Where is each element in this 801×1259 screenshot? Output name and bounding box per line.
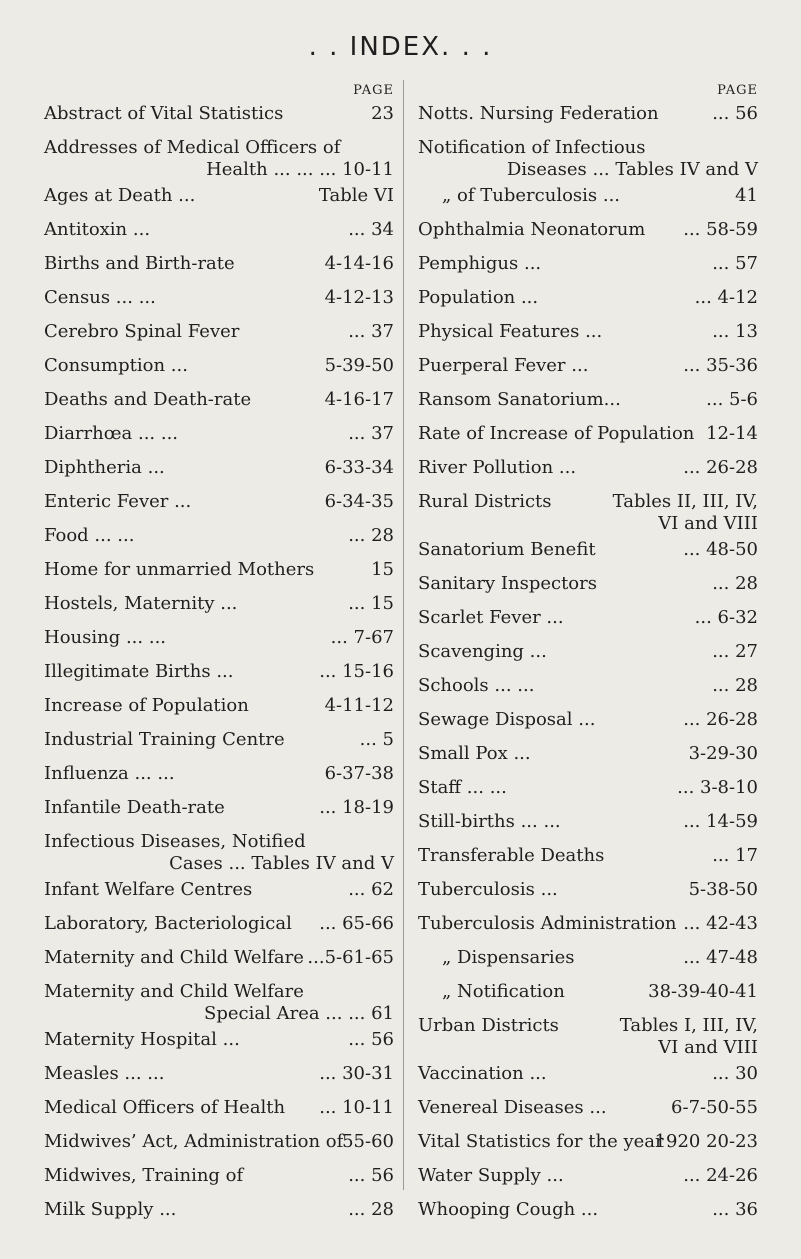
index-entry-name: Sewage Disposal ... [418, 709, 596, 730]
index-entry [418, 776, 758, 810]
index-entry-continuation: Diseases ... Tables IV and V [506, 159, 758, 180]
index-entry-name: Notification of Infectious [418, 137, 646, 158]
index-entry-page-ref: ... 17 [712, 845, 758, 866]
index-entry [418, 572, 758, 606]
index-entry-page-ref: 6-33-34 [324, 457, 394, 478]
index-entry-name: Ages at Death ... [44, 185, 196, 206]
page-column-header: PAGE [717, 83, 758, 98]
index-entry-name: Antitoxin ... [44, 219, 151, 240]
index-entry-page-ref: ... 62 [348, 879, 394, 900]
index-entry-page-ref: ... 58-59 [683, 219, 758, 240]
index-entry [44, 136, 394, 184]
index-entry-name: Addresses of Medical Officers of [44, 137, 341, 158]
index-entry-page-ref: ... 48-50 [683, 539, 758, 560]
index-entry-name: Medical Officers of Health [44, 1097, 286, 1118]
index-entry-name: Physical Features ... [418, 321, 603, 342]
index-entry-continuation: VI and VIII [658, 1037, 758, 1058]
index-entry [44, 102, 394, 136]
index-entry-name: Tuberculosis Administration [418, 913, 677, 934]
index-entry-page-ref: ... 3-8-10 [677, 777, 758, 798]
index-entry [44, 354, 394, 388]
index-entry [418, 218, 758, 252]
index-entry [44, 980, 394, 1028]
index-entry-page-ref: 4-11-12 [324, 695, 394, 716]
index-entry [44, 422, 394, 456]
index-entry-page-ref: ... 5-6 [706, 389, 758, 410]
index-entry-page-ref: ... 10-11 [319, 1097, 394, 1118]
index-entry-page-ref: ... 6-32 [694, 607, 758, 628]
index-entry [44, 490, 394, 524]
index-entry [418, 538, 758, 572]
index-entry-name: Laboratory, Bacteriological [44, 913, 292, 934]
index-entry-name: Ophthalmia Neonatorum [418, 219, 646, 240]
index-entry-name: Enteric Fever ... [44, 491, 192, 512]
index-entry [44, 796, 394, 830]
left-column [44, 80, 394, 1232]
left-index-list [44, 102, 394, 1232]
index-entry-page-ref: ... 65-66 [319, 913, 394, 934]
index-entry [418, 1198, 758, 1232]
index-entry [418, 490, 758, 538]
index-entry [418, 252, 758, 286]
page-column-header: PAGE [353, 83, 394, 98]
right-index-list [418, 102, 758, 1232]
index-entry-name: Transferable Deaths [418, 845, 605, 866]
index-entry-name: Diphtheria ... [44, 457, 165, 478]
index-entry-name: Urban Districts [418, 1015, 559, 1036]
index-entry-page-ref: 38-39-40-41 [648, 981, 758, 1002]
index-entry [44, 878, 394, 912]
index-entry [44, 1164, 394, 1198]
index-entry-name: Influenza ... ... [44, 763, 175, 784]
index-entry [418, 674, 758, 708]
right-column [418, 80, 758, 1232]
index-entry-page-ref: ... 15 [348, 593, 394, 614]
index-entry [44, 286, 394, 320]
index-entry-name: Illegitimate Births ... [44, 661, 234, 682]
index-entry-page-ref: ... 28 [348, 1199, 394, 1220]
index-entry [44, 456, 394, 490]
index-entry-name: Still-births ... ... [418, 811, 561, 832]
index-entry [44, 946, 394, 980]
index-entry-name: Vital Statistics for the year [418, 1131, 664, 1152]
index-entry-name: Rate of Increase of Population [418, 423, 695, 444]
index-entry [44, 1062, 394, 1096]
index-entry-name: Rural Districts [418, 491, 552, 512]
index-entry [418, 422, 758, 456]
index-entry-name: Milk Supply ... [44, 1199, 177, 1220]
index-entry-page-ref: 5-38-50 [688, 879, 758, 900]
index-entry-page-ref: 3-29-30 [688, 743, 758, 764]
index-entry-name: Staff ... ... [418, 777, 507, 798]
index-entry-name: Home for unmarried Mothers [44, 559, 315, 580]
index-entry [418, 354, 758, 388]
index-entry [44, 1096, 394, 1130]
index-entry-page-ref: ... 37 [348, 423, 394, 444]
index-entry-name: Vaccination ... [418, 1063, 547, 1084]
index-entry-page-ref: 12-14 [706, 423, 758, 444]
index-entry [418, 136, 758, 184]
index-entry [44, 762, 394, 796]
index-entry-name: Hostels, Maternity ... [44, 593, 238, 614]
index-entry-continuation: Special Area ... ... 61 [204, 1003, 394, 1024]
index-entry-name: „ of Tuberculosis ... [442, 185, 621, 206]
index-entry-page-ref: ... 5 [359, 729, 394, 750]
index-entry-page-ref: ...5-61-65 [307, 947, 394, 968]
index-entry-name: Sanatorium Benefit [418, 539, 596, 560]
index-entry-page-ref: ... 4-12 [694, 287, 758, 308]
index-entry-name: Infantile Death-rate [44, 797, 225, 818]
index-entry [44, 524, 394, 558]
index-entry-name: Scarlet Fever ... [418, 607, 564, 628]
index-entry [44, 252, 394, 286]
index-entry [418, 1130, 758, 1164]
index-entry-page-ref: ... 57 [712, 253, 758, 274]
index-entry [44, 660, 394, 694]
index-entry-name: Venereal Diseases ... [418, 1097, 607, 1118]
index-entry-name: Maternity and Child Welfare [44, 947, 304, 968]
index-entry [44, 1198, 394, 1232]
index-entry [418, 1014, 758, 1062]
index-entry-name: Puerperal Fever ... [418, 355, 589, 376]
index-entry-page-ref: 23 [371, 103, 394, 124]
index-entry-page-ref: ... 28 [348, 525, 394, 546]
index-entry-name: Cerebro Spinal Fever [44, 321, 240, 342]
index-entry-name: Measles ... ... [44, 1063, 165, 1084]
index-entry-name: Housing ... ... [44, 627, 167, 648]
index-entry-page-ref: ... 35-36 [683, 355, 758, 376]
index-entry-name: Schools ... ... [418, 675, 535, 696]
index-entry [418, 742, 758, 776]
index-entry [418, 184, 758, 218]
index-entry-name: Sanitary Inspectors [418, 573, 597, 594]
index-entry-page-ref: 1920 20-23 [654, 1131, 758, 1152]
index-entry-name: Census ... ... [44, 287, 156, 308]
index-entry-name: Ransom Sanatorium... [418, 389, 621, 410]
index-entry [418, 912, 758, 946]
index-entry [418, 640, 758, 674]
index-entry-page-ref: 4-14-16 [324, 253, 394, 274]
column-divider [403, 80, 404, 1190]
index-entry-name: Infectious Diseases, Notified [44, 831, 306, 852]
index-entry-name: Maternity and Child Welfare [44, 981, 304, 1002]
index-entry-name: „ Dispensaries [442, 947, 575, 968]
index-entry [418, 456, 758, 490]
index-entry [44, 218, 394, 252]
index-entry [418, 946, 758, 980]
index-entry-page-ref: ... 13 [712, 321, 758, 342]
index-entry [418, 286, 758, 320]
index-entry-page-ref: Tables I, III, IV, [619, 1015, 758, 1036]
index-entry-page-ref: ... 56 [348, 1029, 394, 1050]
index-entry-name: Industrial Training Centre [44, 729, 285, 750]
index-entry-name: Consumption ... [44, 355, 188, 376]
index-title: . . INDEX. . . [308, 32, 493, 62]
index-entry-page-ref: 15 [371, 559, 394, 580]
index-entry [44, 558, 394, 592]
index-entry-name: Notts. Nursing Federation [418, 103, 659, 124]
index-entry-continuation: VI and VIII [658, 513, 758, 534]
index-entry-page-ref: ... 56 [712, 103, 758, 124]
index-entry-page-ref: ... 30 [712, 1063, 758, 1084]
index-entry-name: Water Supply ... [418, 1165, 564, 1186]
index-entry-name: Tuberculosis ... [418, 879, 558, 900]
index-entry-page-ref: 55-60 [342, 1131, 394, 1152]
index-entry-continuation: Cases ... Tables IV and V [169, 853, 394, 874]
index-entry-page-ref: Tables II, III, IV, [612, 491, 758, 512]
index-entry-name: Midwives, Training of [44, 1165, 244, 1186]
index-entry-page-ref: ... 56 [348, 1165, 394, 1186]
index-entry-page-ref: ... 14-59 [683, 811, 758, 832]
index-entry-name: Diarrhœa ... ... [44, 423, 179, 444]
index-entry [44, 320, 394, 354]
index-entry-page-ref: 5-39-50 [324, 355, 394, 376]
index-entry [44, 912, 394, 946]
index-entry [418, 102, 758, 136]
index-entry [418, 810, 758, 844]
index-entry-name: Pemphigus ... [418, 253, 542, 274]
index-entry-name: Maternity Hospital ... [44, 1029, 240, 1050]
index-entry [44, 728, 394, 762]
index-entry-name: River Pollution ... [418, 457, 577, 478]
index-entry-page-ref: ... 42-43 [683, 913, 758, 934]
index-entry-page-ref: ... 27 [712, 641, 758, 662]
index-entry [418, 878, 758, 912]
index-entry [44, 1130, 394, 1164]
index-entry-page-ref: ... 30-31 [319, 1063, 394, 1084]
index-entry [418, 844, 758, 878]
index-entry-page-ref: 6-34-35 [324, 491, 394, 512]
index-entry-name: Food ... ... [44, 525, 135, 546]
index-entry-page-ref: ... 24-26 [683, 1165, 758, 1186]
index-entry [418, 708, 758, 742]
index-entry [44, 388, 394, 422]
index-entry-name: Population ... [418, 287, 539, 308]
index-entry-name: Abstract of Vital Statistics [44, 103, 284, 124]
index-entry-page-ref: 4-12-13 [324, 287, 394, 308]
index-entry [44, 184, 394, 218]
index-entry-page-ref: ... 36 [712, 1199, 758, 1220]
index-entry-page-ref: ... 28 [712, 573, 758, 594]
index-entry-name: Births and Birth-rate [44, 253, 235, 274]
index-entry-page-ref: ... 15-16 [319, 661, 394, 682]
index-entry [418, 388, 758, 422]
index-entry-continuation: Health ... ... ... 10-11 [206, 159, 394, 180]
index-entry-page-ref: ... 26-28 [683, 709, 758, 730]
index-entry-page-ref: ... 47-48 [683, 947, 758, 968]
index-entry-name: Midwives’ Act, Administration of [44, 1131, 344, 1152]
index-entry-page-ref: ... 18-19 [319, 797, 394, 818]
index-entry [418, 1164, 758, 1198]
index-entry-page-ref: ... 26-28 [683, 457, 758, 478]
index-entry-page-ref: ... 28 [712, 675, 758, 696]
index-entry-name: Deaths and Death-rate [44, 389, 252, 410]
index-entry [418, 980, 758, 1014]
index-entry-page-ref: Table VI [318, 185, 394, 206]
index-entry-name: Infant Welfare Centres [44, 879, 253, 900]
index-entry-page-ref: 6-7-50-55 [671, 1097, 758, 1118]
index-entry-page-ref: ... 37 [348, 321, 394, 342]
index-entry-page-ref: ... 7-67 [330, 627, 394, 648]
index-entry-name: Whooping Cough ... [418, 1199, 599, 1220]
index-entry-page-ref: 6-37-38 [324, 763, 394, 784]
index-entry [418, 606, 758, 640]
index-entry [44, 626, 394, 660]
index-entry-name: „ Notification [442, 981, 565, 1002]
index-entry [418, 320, 758, 354]
index-entry-page-ref: 4-16-17 [324, 389, 394, 410]
index-entry-name: Increase of Population [44, 695, 249, 716]
index-entry-page-ref: 41 [735, 185, 758, 206]
index-entry [44, 592, 394, 626]
index-entry-name: Scavenging ... [418, 641, 547, 662]
index-entry-page-ref: ... 34 [348, 219, 394, 240]
index-entry [44, 1028, 394, 1062]
index-entry [44, 830, 394, 878]
index-entry [418, 1062, 758, 1096]
index-entry-name: Small Pox ... [418, 743, 531, 764]
index-entry [44, 694, 394, 728]
index-entry [418, 1096, 758, 1130]
